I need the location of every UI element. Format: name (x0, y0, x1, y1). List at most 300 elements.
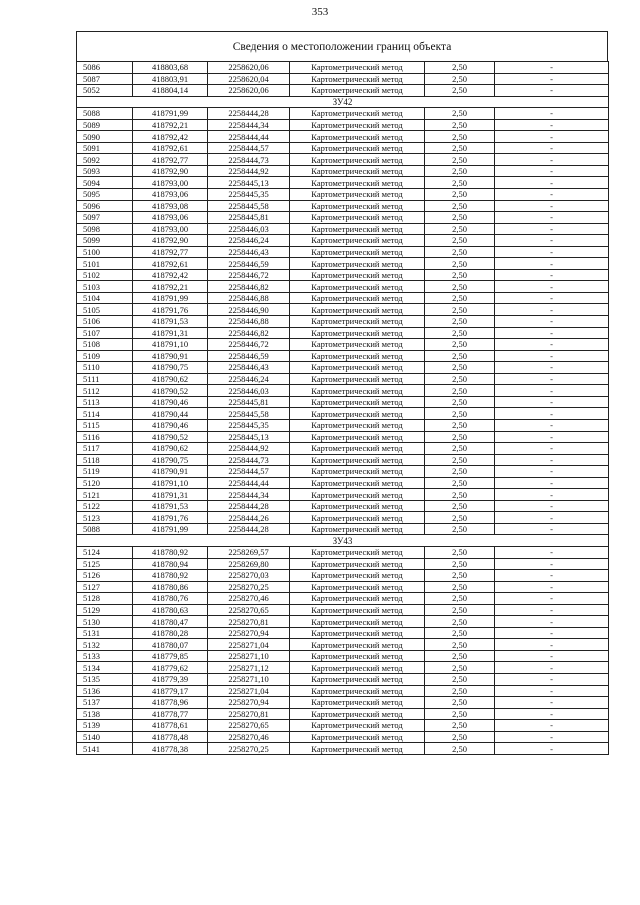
accuracy-cell: 2,50 (425, 223, 495, 235)
x-coordinate-cell: 418780,07 (133, 639, 208, 651)
method-cell: Картометрический метод (290, 177, 425, 189)
table-row (77, 431, 609, 443)
accuracy-cell: 2,50 (425, 154, 495, 166)
accuracy-cell: 2,50 (425, 512, 495, 524)
x-coordinate-cell: 418778,61 (133, 720, 208, 732)
accuracy-cell: 2,50 (425, 431, 495, 443)
table-row (77, 292, 609, 304)
method-cell: Картометрический метод (290, 408, 425, 420)
point-number-cell: 5109 (77, 350, 133, 362)
coordinates-table (76, 61, 609, 755)
y-coordinate-cell: 2258620,06 (208, 85, 290, 97)
accuracy-cell: 2,50 (425, 743, 495, 755)
y-coordinate-cell: 2258270,25 (208, 581, 290, 593)
note-cell: - (495, 119, 609, 131)
method-cell: Картометрический метод (290, 373, 425, 385)
table-row (77, 362, 609, 374)
accuracy-cell: 2,50 (425, 673, 495, 685)
point-number-cell: 5121 (77, 489, 133, 501)
point-number-cell: 5131 (77, 627, 133, 639)
method-cell: Картометрический метод (290, 350, 425, 362)
point-number-cell: 5105 (77, 304, 133, 316)
y-coordinate-cell: 2258444,57 (208, 142, 290, 154)
y-coordinate-cell: 2258271,04 (208, 639, 290, 651)
point-number-cell: 5118 (77, 454, 133, 466)
note-cell: - (495, 731, 609, 743)
table-row (77, 454, 609, 466)
method-cell: Картометрический метод (290, 477, 425, 489)
table-row (77, 142, 609, 154)
point-number-cell: 5103 (77, 281, 133, 293)
x-coordinate-cell: 418780,92 (133, 546, 208, 558)
accuracy-cell: 2,50 (425, 466, 495, 478)
y-coordinate-cell: 2258444,73 (208, 154, 290, 166)
y-coordinate-cell: 2258271,04 (208, 685, 290, 697)
note-cell: - (495, 466, 609, 478)
y-coordinate-cell: 2258445,35 (208, 189, 290, 201)
y-coordinate-cell: 2258446,03 (208, 223, 290, 235)
table-row (77, 131, 609, 143)
accuracy-cell: 2,50 (425, 523, 495, 535)
accuracy-cell: 2,50 (425, 62, 495, 74)
method-cell: Картометрический метод (290, 154, 425, 166)
x-coordinate-cell: 418790,52 (133, 385, 208, 397)
note-cell: - (495, 570, 609, 582)
table-row (77, 489, 609, 501)
method-cell: Картометрический метод (290, 743, 425, 755)
accuracy-cell: 2,50 (425, 489, 495, 501)
accuracy-cell: 2,50 (425, 327, 495, 339)
accuracy-cell: 2,50 (425, 616, 495, 628)
table-row (77, 685, 609, 697)
x-coordinate-cell: 418790,62 (133, 373, 208, 385)
note-cell: - (495, 523, 609, 535)
x-coordinate-cell: 418803,91 (133, 73, 208, 85)
point-number-cell: 5096 (77, 200, 133, 212)
y-coordinate-cell: 2258444,34 (208, 119, 290, 131)
note-cell: - (495, 362, 609, 374)
x-coordinate-cell: 418780,47 (133, 616, 208, 628)
point-number-cell: 5129 (77, 604, 133, 616)
y-coordinate-cell: 2258446,43 (208, 362, 290, 374)
table-row (77, 720, 609, 732)
point-number-cell: 5111 (77, 373, 133, 385)
accuracy-cell: 2,50 (425, 662, 495, 674)
method-cell: Картометрический метод (290, 708, 425, 720)
note-cell: - (495, 292, 609, 304)
y-coordinate-cell: 2258444,44 (208, 131, 290, 143)
note-cell: - (495, 350, 609, 362)
note-cell: - (495, 223, 609, 235)
method-cell: Картометрический метод (290, 131, 425, 143)
point-number-cell: 5101 (77, 258, 133, 270)
table-row (77, 512, 609, 524)
table-row (77, 235, 609, 247)
accuracy-cell: 2,50 (425, 200, 495, 212)
y-coordinate-cell: 2258444,26 (208, 512, 290, 524)
x-coordinate-cell: 418804,14 (133, 85, 208, 97)
note-cell: - (495, 212, 609, 224)
table-row (77, 708, 609, 720)
method-cell: Картометрический метод (290, 246, 425, 258)
x-coordinate-cell: 418793,08 (133, 200, 208, 212)
method-cell: Картометрический метод (290, 304, 425, 316)
note-cell: - (495, 489, 609, 501)
table-row (77, 570, 609, 582)
note-cell: - (495, 662, 609, 674)
note-cell: - (495, 708, 609, 720)
x-coordinate-cell: 418779,85 (133, 650, 208, 662)
method-cell: Картометрический метод (290, 731, 425, 743)
x-coordinate-cell: 418791,76 (133, 512, 208, 524)
method-cell: Картометрический метод (290, 62, 425, 74)
method-cell: Картометрический метод (290, 269, 425, 281)
method-cell: Картометрический метод (290, 108, 425, 120)
accuracy-cell: 2,50 (425, 385, 495, 397)
note-cell: - (495, 477, 609, 489)
method-cell: Картометрический метод (290, 396, 425, 408)
accuracy-cell: 2,50 (425, 419, 495, 431)
accuracy-cell: 2,50 (425, 108, 495, 120)
point-number-cell: 5132 (77, 639, 133, 651)
table-row (77, 246, 609, 258)
method-cell: Картометрический метод (290, 362, 425, 374)
accuracy-cell: 2,50 (425, 246, 495, 258)
method-cell: Картометрический метод (290, 419, 425, 431)
accuracy-cell: 2,50 (425, 685, 495, 697)
accuracy-cell: 2,50 (425, 292, 495, 304)
x-coordinate-cell: 418791,10 (133, 477, 208, 489)
x-coordinate-cell: 418792,90 (133, 235, 208, 247)
point-number-cell: 5138 (77, 708, 133, 720)
point-number-cell: 5099 (77, 235, 133, 247)
y-coordinate-cell: 2258446,24 (208, 373, 290, 385)
x-coordinate-cell: 418791,76 (133, 304, 208, 316)
method-cell: Картометрический метод (290, 73, 425, 85)
x-coordinate-cell: 418792,61 (133, 258, 208, 270)
y-coordinate-cell: 2258445,58 (208, 408, 290, 420)
accuracy-cell: 2,50 (425, 477, 495, 489)
method-cell: Картометрический метод (290, 339, 425, 351)
note-cell: - (495, 189, 609, 201)
method-cell: Картометрический метод (290, 142, 425, 154)
method-cell: Картометрический метод (290, 570, 425, 582)
note-cell: - (495, 500, 609, 512)
y-coordinate-cell: 2258445,81 (208, 212, 290, 224)
x-coordinate-cell: 418803,68 (133, 62, 208, 74)
note-cell: - (495, 385, 609, 397)
point-number-cell: 5112 (77, 385, 133, 397)
note-cell: - (495, 673, 609, 685)
table-row (77, 258, 609, 270)
note-cell: - (495, 454, 609, 466)
y-coordinate-cell: 2258271,12 (208, 662, 290, 674)
method-cell: Картометрический метод (290, 512, 425, 524)
point-number-cell: 5126 (77, 570, 133, 582)
x-coordinate-cell: 418792,90 (133, 165, 208, 177)
section-header-row (77, 96, 609, 108)
note-cell: - (495, 512, 609, 524)
accuracy-cell: 2,50 (425, 443, 495, 455)
note-cell: - (495, 142, 609, 154)
method-cell: Картометрический метод (290, 650, 425, 662)
accuracy-cell: 2,50 (425, 373, 495, 385)
note-cell: - (495, 177, 609, 189)
y-coordinate-cell: 2258270,94 (208, 627, 290, 639)
accuracy-cell: 2,50 (425, 546, 495, 558)
note-cell: - (495, 154, 609, 166)
method-cell: Картометрический метод (290, 500, 425, 512)
note-cell: - (495, 269, 609, 281)
y-coordinate-cell: 2258446,59 (208, 350, 290, 362)
table-row (77, 697, 609, 709)
y-coordinate-cell: 2258446,88 (208, 292, 290, 304)
x-coordinate-cell: 418779,39 (133, 673, 208, 685)
point-number-cell: 5090 (77, 131, 133, 143)
x-coordinate-cell: 418792,77 (133, 246, 208, 258)
note-cell: - (495, 408, 609, 420)
x-coordinate-cell: 418790,75 (133, 454, 208, 466)
method-cell: Картометрический метод (290, 558, 425, 570)
point-number-cell: 5133 (77, 650, 133, 662)
accuracy-cell: 2,50 (425, 316, 495, 328)
note-cell: - (495, 396, 609, 408)
table-row (77, 189, 609, 201)
table-row (77, 327, 609, 339)
point-number-cell: 5107 (77, 327, 133, 339)
y-coordinate-cell: 2258446,03 (208, 385, 290, 397)
method-cell: Картометрический метод (290, 627, 425, 639)
table-row (77, 408, 609, 420)
table-row (77, 477, 609, 489)
x-coordinate-cell: 418780,86 (133, 581, 208, 593)
note-cell: - (495, 131, 609, 143)
method-cell: Картометрический метод (290, 685, 425, 697)
x-coordinate-cell: 418791,99 (133, 108, 208, 120)
table-row (77, 627, 609, 639)
y-coordinate-cell: 2258446,72 (208, 339, 290, 351)
y-coordinate-cell: 2258446,88 (208, 316, 290, 328)
note-cell: - (495, 581, 609, 593)
method-cell: Картометрический метод (290, 431, 425, 443)
x-coordinate-cell: 418792,42 (133, 131, 208, 143)
table-row (77, 523, 609, 535)
point-number-cell: 5140 (77, 731, 133, 743)
x-coordinate-cell: 418792,21 (133, 119, 208, 131)
method-cell: Картометрический метод (290, 165, 425, 177)
method-cell: Картометрический метод (290, 697, 425, 709)
method-cell: Картометрический метод (290, 212, 425, 224)
note-cell: - (495, 593, 609, 605)
accuracy-cell: 2,50 (425, 85, 495, 97)
point-number-cell: 5115 (77, 419, 133, 431)
accuracy-cell: 2,50 (425, 731, 495, 743)
y-coordinate-cell: 2258444,28 (208, 523, 290, 535)
x-coordinate-cell: 418793,00 (133, 223, 208, 235)
x-coordinate-cell: 418780,76 (133, 593, 208, 605)
note-cell: - (495, 258, 609, 270)
point-number-cell: 5106 (77, 316, 133, 328)
method-cell: Картометрический метод (290, 673, 425, 685)
y-coordinate-cell: 2258270,65 (208, 604, 290, 616)
table-row (77, 581, 609, 593)
point-number-cell: 5134 (77, 662, 133, 674)
table-row (77, 316, 609, 328)
point-number-cell: 5104 (77, 292, 133, 304)
x-coordinate-cell: 418793,06 (133, 212, 208, 224)
x-coordinate-cell: 418793,06 (133, 189, 208, 201)
method-cell: Картометрический метод (290, 662, 425, 674)
x-coordinate-cell: 418790,75 (133, 362, 208, 374)
y-coordinate-cell: 2258444,92 (208, 165, 290, 177)
accuracy-cell: 2,50 (425, 408, 495, 420)
accuracy-cell: 2,50 (425, 189, 495, 201)
point-number-cell: 5091 (77, 142, 133, 154)
point-number-cell: 5122 (77, 500, 133, 512)
y-coordinate-cell: 2258271,10 (208, 673, 290, 685)
accuracy-cell: 2,50 (425, 650, 495, 662)
table-row (77, 350, 609, 362)
table-row (77, 616, 609, 628)
accuracy-cell: 2,50 (425, 269, 495, 281)
method-cell: Картометрический метод (290, 454, 425, 466)
method-cell: Картометрический метод (290, 189, 425, 201)
y-coordinate-cell: 2258446,82 (208, 327, 290, 339)
note-cell: - (495, 546, 609, 558)
point-number-cell: 5125 (77, 558, 133, 570)
x-coordinate-cell: 418780,63 (133, 604, 208, 616)
method-cell: Картометрический метод (290, 593, 425, 605)
table-row (77, 373, 609, 385)
table-title: Сведения о местоположении границ объекта (76, 31, 608, 61)
y-coordinate-cell: 2258444,28 (208, 108, 290, 120)
table-row (77, 200, 609, 212)
note-cell: - (495, 639, 609, 651)
accuracy-cell: 2,50 (425, 627, 495, 639)
point-number-cell: 5088 (77, 523, 133, 535)
method-cell: Картометрический метод (290, 327, 425, 339)
section-label: ЗУ42 (77, 96, 609, 108)
table-row (77, 662, 609, 674)
y-coordinate-cell: 2258620,06 (208, 62, 290, 74)
accuracy-cell: 2,50 (425, 500, 495, 512)
x-coordinate-cell: 418790,91 (133, 350, 208, 362)
note-cell: - (495, 743, 609, 755)
note-cell: - (495, 720, 609, 732)
table-row (77, 119, 609, 131)
y-coordinate-cell: 2258445,81 (208, 396, 290, 408)
point-number-cell: 5119 (77, 466, 133, 478)
y-coordinate-cell: 2258270,25 (208, 743, 290, 755)
y-coordinate-cell: 2258444,34 (208, 489, 290, 501)
point-number-cell: 5137 (77, 697, 133, 709)
page-number: 353 (311, 6, 329, 18)
note-cell: - (495, 373, 609, 385)
point-number-cell: 5135 (77, 673, 133, 685)
point-number-cell: 5086 (77, 62, 133, 74)
note-cell: - (495, 281, 609, 293)
x-coordinate-cell: 418793,00 (133, 177, 208, 189)
accuracy-cell: 2,50 (425, 177, 495, 189)
coordinates-sheet (76, 31, 608, 755)
point-number-cell: 5089 (77, 119, 133, 131)
table-row (77, 673, 609, 685)
note-cell: - (495, 304, 609, 316)
table-row (77, 62, 609, 74)
x-coordinate-cell: 418791,31 (133, 327, 208, 339)
y-coordinate-cell: 2258446,43 (208, 246, 290, 258)
method-cell: Картометрический метод (290, 639, 425, 651)
point-number-cell: 5098 (77, 223, 133, 235)
table-row (77, 223, 609, 235)
x-coordinate-cell: 418790,62 (133, 443, 208, 455)
point-number-cell: 5124 (77, 546, 133, 558)
x-coordinate-cell: 418790,44 (133, 408, 208, 420)
table-row (77, 743, 609, 755)
accuracy-cell: 2,50 (425, 73, 495, 85)
point-number-cell: 5130 (77, 616, 133, 628)
accuracy-cell: 2,50 (425, 396, 495, 408)
point-number-cell: 5120 (77, 477, 133, 489)
note-cell: - (495, 316, 609, 328)
point-number-cell: 5092 (77, 154, 133, 166)
table-row (77, 269, 609, 281)
x-coordinate-cell: 418792,61 (133, 142, 208, 154)
x-coordinate-cell: 418790,46 (133, 396, 208, 408)
note-cell: - (495, 419, 609, 431)
table-row (77, 396, 609, 408)
coordinates-table-body (77, 62, 609, 755)
y-coordinate-cell: 2258446,82 (208, 281, 290, 293)
x-coordinate-cell: 418792,42 (133, 269, 208, 281)
accuracy-cell: 2,50 (425, 304, 495, 316)
method-cell: Картометрический метод (290, 466, 425, 478)
table-row (77, 85, 609, 97)
x-coordinate-cell: 418792,77 (133, 154, 208, 166)
table-row (77, 73, 609, 85)
point-number-cell: 5123 (77, 512, 133, 524)
point-number-cell: 5095 (77, 189, 133, 201)
table-row (77, 212, 609, 224)
y-coordinate-cell: 2258446,72 (208, 269, 290, 281)
accuracy-cell: 2,50 (425, 708, 495, 720)
method-cell: Картометрический метод (290, 235, 425, 247)
accuracy-cell: 2,50 (425, 581, 495, 593)
accuracy-cell: 2,50 (425, 142, 495, 154)
method-cell: Картометрический метод (290, 119, 425, 131)
table-row (77, 593, 609, 605)
accuracy-cell: 2,50 (425, 119, 495, 131)
method-cell: Картометрический метод (290, 523, 425, 535)
accuracy-cell: 2,50 (425, 212, 495, 224)
note-cell: - (495, 85, 609, 97)
accuracy-cell: 2,50 (425, 604, 495, 616)
accuracy-cell: 2,50 (425, 697, 495, 709)
method-cell: Картометрический метод (290, 316, 425, 328)
point-number-cell: 5127 (77, 581, 133, 593)
y-coordinate-cell: 2258269,57 (208, 546, 290, 558)
x-coordinate-cell: 418778,38 (133, 743, 208, 755)
x-coordinate-cell: 418791,10 (133, 339, 208, 351)
table-row (77, 650, 609, 662)
note-cell: - (495, 235, 609, 247)
table-row (77, 604, 609, 616)
method-cell: Картометрический метод (290, 443, 425, 455)
point-number-cell: 5100 (77, 246, 133, 258)
y-coordinate-cell: 2258444,92 (208, 443, 290, 455)
x-coordinate-cell: 418792,21 (133, 281, 208, 293)
y-coordinate-cell: 2258446,90 (208, 304, 290, 316)
